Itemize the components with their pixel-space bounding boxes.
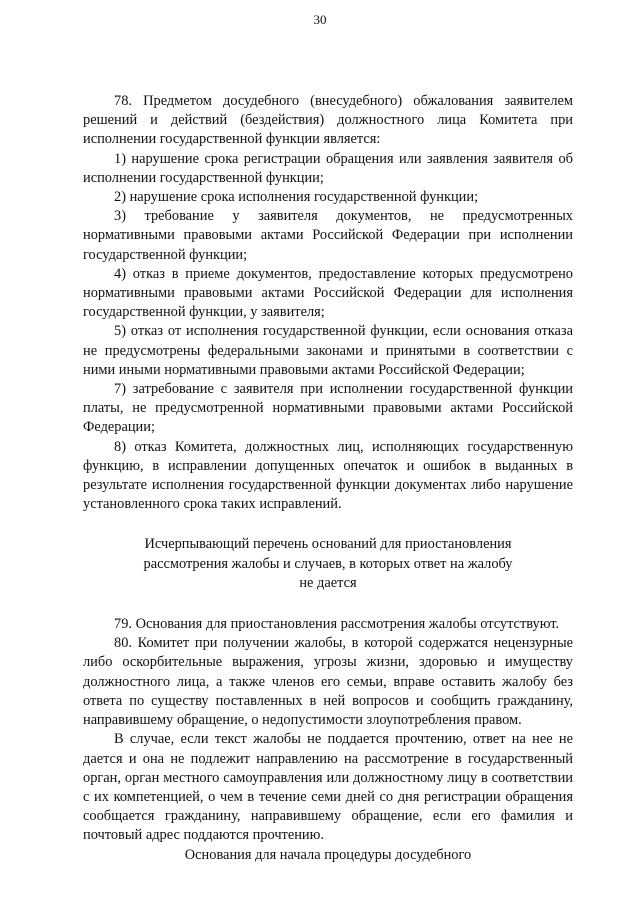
paragraph-unreadable-complaint: В случае, если текст жалобы не поддается прочтению, ответ на нее не дается и она не подлежит направлению на рассмотрение в государственный орган, орган местного самоуправления или должностному лицу в соответствии с их компетенцией, о чем в течение семи дней со дня регистрации обращения сообщается гражданину, направившему обращение, если его фамилия и почтовый адрес поддаются прочтению. <box>83 731 573 844</box>
list-item-78-1: 1) нарушение срока регистрации обращения или заявления заявителя об исполнении государственной функции; <box>83 150 573 186</box>
list-item-78-7: 7) затребование с заявителя при исполнении государственной функции платы, не предусмотренной нормативными правовыми актами Российской Федерации; <box>83 381 573 436</box>
list-item-78-2: 2) нарушение срока исполнения государственной функции; <box>114 189 479 206</box>
paragraph-79: 79. Основания для приостановления рассмотрения жалобы отсутствуют. <box>114 616 560 633</box>
list-item-78-3: 3) требование у заявителя документов, не предусмотренных нормативными правовыми актами Российской Федерации при исполнении государственной функции; <box>83 208 573 263</box>
section-heading-line-1: Исчерпывающий перечень оснований для приостановления <box>144 536 512 553</box>
list-item-78-4: 4) отказ в приеме документов, предоставление которых предусмотрено нормативными правовыми актами Российской Федерации для исполнения государственной функции, у заявителя; <box>83 265 573 321</box>
section-heading-line-2: рассмотрения жалобы и случаев, в которых ответ на жалобу <box>143 555 513 572</box>
page-number: 30 <box>313 12 327 27</box>
section-heading-line-3: не дается <box>299 574 357 591</box>
list-item-78-8: 8) отказ Комитета, должностных лиц, исполняющих государственную функцию, в исправлении допущенных опечаток и ошибок в выданных в результате исполнения государственной функции документах либо нарушение установленного срока таких исправлений. <box>83 438 573 513</box>
next-section-heading: Основания для начала процедуры досудебного <box>184 846 472 863</box>
paragraph-80: 80. Комитет при получении жалобы, в которой содержатся нецензурные либо оскорбительные выражения, угрозы жизни, здоровью и имуществу должностного лица, а также членов его семьи, вправе оставить жалобу без ответа по существу поставленных в ней вопросов и сообщить гражданину, направившему обращение, о недопустимости злоупотребления правом. <box>83 635 573 729</box>
paragraph-78-intro: 78. Предметом досудебного (внесудебного) обжалования заявителем решений и действий (бездействия) должностного лица Комитета при исполнении государственной функции является: <box>83 93 573 148</box>
list-item-78-5: 5) отказ от исполнения государственной функции, если основания отказа не предусмотрены федеральными законами и принятыми в соответствии с ними иными нормативными правовыми актами Российской Федерации; <box>83 323 573 378</box>
section-heading <box>83 535 573 593</box>
document-body <box>83 92 573 865</box>
